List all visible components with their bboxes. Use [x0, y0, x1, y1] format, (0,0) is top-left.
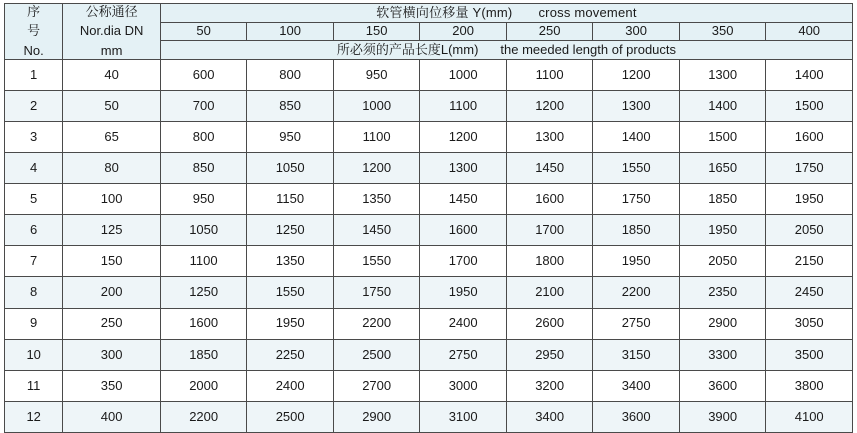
cell-length-50: 1850 — [160, 339, 247, 370]
cell-length-400: 1750 — [766, 153, 853, 184]
table-row — [5, 401, 853, 432]
cell-no: 5 — [5, 184, 63, 215]
cell-length-100: 1150 — [247, 184, 334, 215]
cell-length-350: 3300 — [679, 339, 766, 370]
cell-length-300: 2750 — [593, 308, 680, 339]
cell-length-350: 1950 — [679, 215, 766, 246]
cell-length-250: 1700 — [506, 215, 593, 246]
cell-length-50: 800 — [160, 121, 247, 152]
cell-length-250: 2950 — [506, 339, 593, 370]
table-row — [5, 246, 853, 277]
cell-length-400: 2050 — [766, 215, 853, 246]
cell-length-150: 1000 — [333, 90, 420, 121]
cell-length-100: 2250 — [247, 339, 334, 370]
cell-length-150: 1350 — [333, 184, 420, 215]
cell-length-150: 2900 — [333, 401, 420, 432]
header-dn-line-1: 公称通径 — [85, 4, 138, 19]
cell-no: 4 — [5, 153, 63, 184]
cell-length-200: 1950 — [420, 277, 507, 308]
cell-dn: 50 — [63, 90, 161, 121]
cell-no: 10 — [5, 339, 63, 370]
cell-length-150: 1200 — [333, 153, 420, 184]
table-header — [5, 4, 853, 60]
header-cell-no — [5, 4, 63, 60]
header-cell-y-50: 50 — [160, 22, 247, 41]
cell-length-50: 600 — [160, 59, 247, 90]
cell-length-200: 1700 — [420, 246, 507, 277]
cell-length-50: 1250 — [160, 277, 247, 308]
cell-length-300: 1950 — [593, 246, 680, 277]
cell-dn: 65 — [63, 121, 161, 152]
cell-length-250: 2100 — [506, 277, 593, 308]
header-cell-y-200: 200 — [420, 22, 507, 41]
table-row — [5, 215, 853, 246]
table-row — [5, 277, 853, 308]
cell-length-300: 3150 — [593, 339, 680, 370]
cell-length-300: 1200 — [593, 59, 680, 90]
cell-length-250: 1800 — [506, 246, 593, 277]
cell-length-150: 2500 — [333, 339, 420, 370]
cell-length-50: 850 — [160, 153, 247, 184]
cell-length-50: 2000 — [160, 370, 247, 401]
cell-length-400: 1400 — [766, 59, 853, 90]
cell-length-350: 1650 — [679, 153, 766, 184]
cell-length-250: 1100 — [506, 59, 593, 90]
cell-length-150: 1750 — [333, 277, 420, 308]
cell-length-150: 2200 — [333, 308, 420, 339]
cell-length-100: 1350 — [247, 246, 334, 277]
header-no-line-1: 序 — [27, 4, 41, 19]
cell-length-350: 1850 — [679, 184, 766, 215]
cell-length-200: 1000 — [420, 59, 507, 90]
cell-length-400: 3500 — [766, 339, 853, 370]
cell-dn: 150 — [63, 246, 161, 277]
cell-length-50: 1050 — [160, 215, 247, 246]
cross-movement-title-cn: 软管横向位移量 Y(mm) — [376, 4, 513, 20]
cell-length-50: 2200 — [160, 401, 247, 432]
table-row — [5, 339, 853, 370]
cell-length-300: 3600 — [593, 401, 680, 432]
cell-length-350: 1300 — [679, 59, 766, 90]
cell-length-200: 2400 — [420, 308, 507, 339]
header-cell-nominal-diameter — [63, 4, 161, 60]
cell-dn: 40 — [63, 59, 161, 90]
cell-length-150: 1100 — [333, 121, 420, 152]
cell-length-50: 1100 — [160, 246, 247, 277]
cell-dn: 250 — [63, 308, 161, 339]
header-no-line-3: No. — [23, 42, 44, 58]
cell-no: 12 — [5, 401, 63, 432]
cell-no: 6 — [5, 215, 63, 246]
cell-length-200: 1100 — [420, 90, 507, 121]
cell-length-350: 2050 — [679, 246, 766, 277]
cell-length-100: 1250 — [247, 215, 334, 246]
header-cell-required-length — [160, 41, 852, 60]
cell-dn: 100 — [63, 184, 161, 215]
table-body — [5, 59, 853, 432]
cell-dn: 300 — [63, 339, 161, 370]
cell-length-150: 950 — [333, 59, 420, 90]
cell-length-100: 1550 — [247, 277, 334, 308]
header-cell-cross-movement — [160, 4, 852, 23]
cell-dn: 80 — [63, 153, 161, 184]
cell-length-350: 3900 — [679, 401, 766, 432]
cell-length-50: 950 — [160, 184, 247, 215]
header-cell-y-150: 150 — [333, 22, 420, 41]
cell-length-350: 1400 — [679, 90, 766, 121]
cell-length-50: 700 — [160, 90, 247, 121]
cell-length-300: 1400 — [593, 121, 680, 152]
cell-length-250: 1450 — [506, 153, 593, 184]
table-row — [5, 308, 853, 339]
header-cell-y-350: 350 — [679, 22, 766, 41]
cell-length-200: 1300 — [420, 153, 507, 184]
cell-length-100: 800 — [247, 59, 334, 90]
cell-dn: 200 — [63, 277, 161, 308]
table-row — [5, 370, 853, 401]
cell-length-100: 950 — [247, 121, 334, 152]
header-cell-y-300: 300 — [593, 22, 680, 41]
cell-length-400: 2450 — [766, 277, 853, 308]
cell-length-300: 1300 — [593, 90, 680, 121]
cell-no: 3 — [5, 121, 63, 152]
table-row — [5, 153, 853, 184]
header-cell-y-400: 400 — [766, 22, 853, 41]
table-row — [5, 184, 853, 215]
header-dn-line-3: mm — [100, 42, 123, 58]
cell-length-350: 2350 — [679, 277, 766, 308]
cell-no: 9 — [5, 308, 63, 339]
cell-length-200: 3100 — [420, 401, 507, 432]
cell-no: 2 — [5, 90, 63, 121]
cell-length-350: 2900 — [679, 308, 766, 339]
cell-length-400: 1600 — [766, 121, 853, 152]
cell-length-250: 2600 — [506, 308, 593, 339]
cell-length-300: 1550 — [593, 153, 680, 184]
cell-length-300: 1750 — [593, 184, 680, 215]
cell-length-150: 2700 — [333, 370, 420, 401]
cell-length-400: 1950 — [766, 184, 853, 215]
cell-no: 11 — [5, 370, 63, 401]
cell-length-250: 3200 — [506, 370, 593, 401]
cross-movement-title-en: cross movement — [538, 4, 637, 20]
cell-length-100: 2400 — [247, 370, 334, 401]
cell-no: 8 — [5, 277, 63, 308]
cell-length-350: 3600 — [679, 370, 766, 401]
cell-length-200: 1600 — [420, 215, 507, 246]
cell-length-400: 1500 — [766, 90, 853, 121]
cell-length-150: 1550 — [333, 246, 420, 277]
cell-length-100: 1950 — [247, 308, 334, 339]
cell-length-200: 1450 — [420, 184, 507, 215]
header-cell-y-100: 100 — [247, 22, 334, 41]
cell-length-250: 1200 — [506, 90, 593, 121]
cell-length-250: 1300 — [506, 121, 593, 152]
header-row-1 — [5, 4, 853, 23]
cell-length-300: 2200 — [593, 277, 680, 308]
table-row — [5, 59, 853, 90]
cell-length-200: 2750 — [420, 339, 507, 370]
cell-length-400: 3800 — [766, 370, 853, 401]
cell-length-100: 850 — [247, 90, 334, 121]
cell-no: 1 — [5, 59, 63, 90]
cell-length-100: 2500 — [247, 401, 334, 432]
header-dn-line-2: Nor.dia DN — [79, 23, 144, 39]
cell-length-400: 3050 — [766, 308, 853, 339]
cell-no: 7 — [5, 246, 63, 277]
required-length-title-cn: 所必须的产品长度L(mm) — [336, 41, 479, 57]
cell-length-150: 1450 — [333, 215, 420, 246]
cell-length-400: 2150 — [766, 246, 853, 277]
cell-length-400: 4100 — [766, 401, 853, 432]
cell-length-250: 1600 — [506, 184, 593, 215]
cell-dn: 350 — [63, 370, 161, 401]
header-cell-y-250: 250 — [506, 22, 593, 41]
cell-length-350: 1500 — [679, 121, 766, 152]
header-no-line-2: 号 — [27, 23, 41, 39]
hose-length-spec-table — [4, 3, 853, 433]
cell-length-200: 1200 — [420, 121, 507, 152]
cell-length-50: 1600 — [160, 308, 247, 339]
table-row — [5, 90, 853, 121]
table-row — [5, 121, 853, 152]
cell-length-200: 3000 — [420, 370, 507, 401]
cell-length-250: 3400 — [506, 401, 593, 432]
cell-dn: 125 — [63, 215, 161, 246]
cell-length-300: 1850 — [593, 215, 680, 246]
cell-dn: 400 — [63, 401, 161, 432]
cell-length-100: 1050 — [247, 153, 334, 184]
cell-length-300: 3400 — [593, 370, 680, 401]
required-length-title-en: the meeded length of products — [500, 41, 677, 57]
